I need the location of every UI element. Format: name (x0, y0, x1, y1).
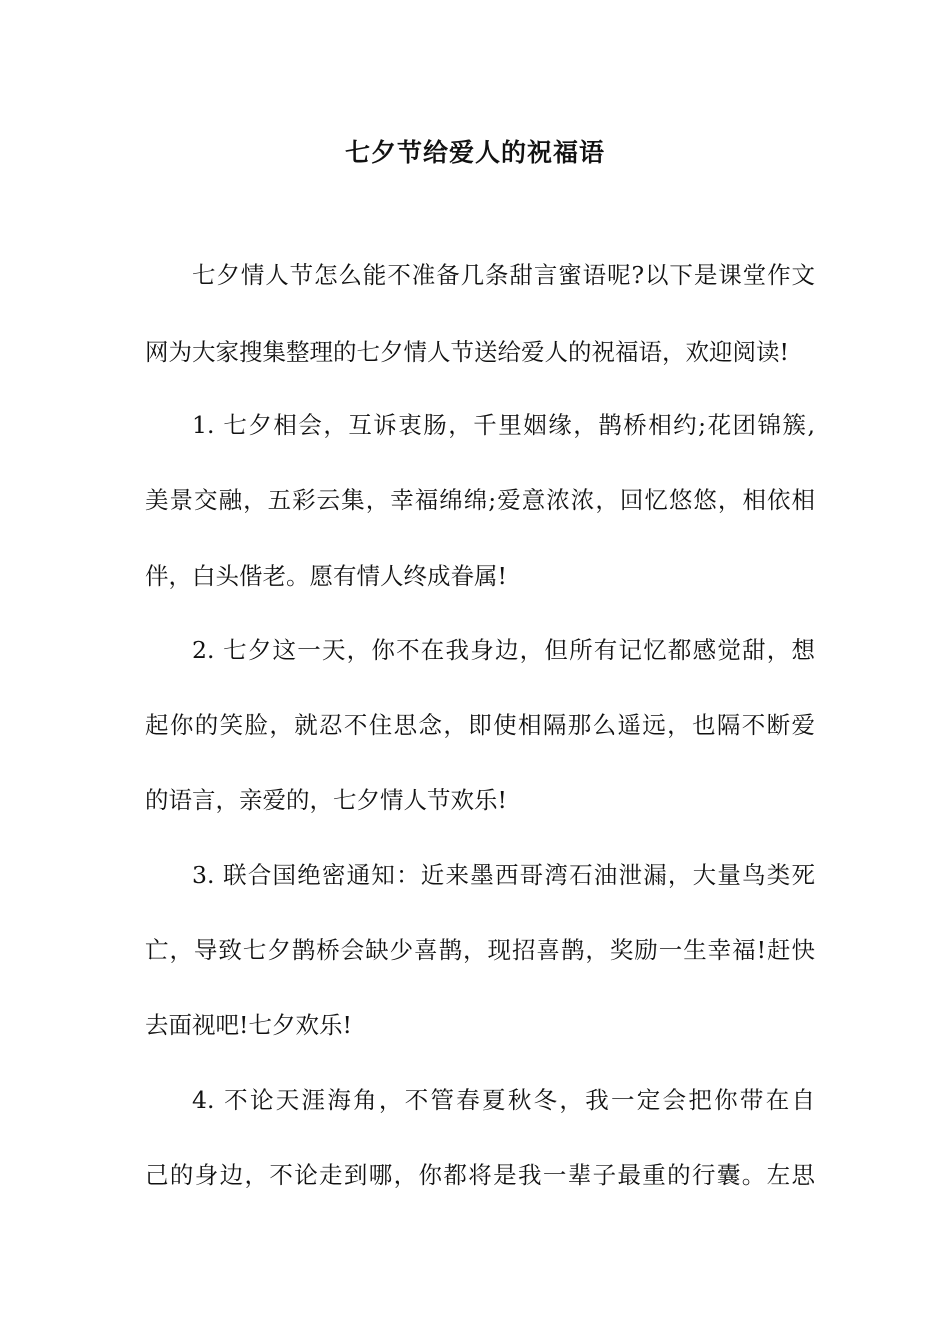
paragraph-line: 起你的笑脸，就忍不住思念，即使相隔那么遥远，也隔不断爱 (145, 711, 815, 739)
paragraph-line: 去面视吧!七夕欢乐! (145, 1011, 352, 1039)
document-title: 七夕节给爱人的祝福语 (344, 138, 605, 167)
paragraph-line: 1. 七夕相会，互诉衷肠，千里姻缘，鹊桥相约;花团锦簇, (192, 411, 815, 439)
paragraph-line: 己的身边，不论走到哪，你都将是我一辈子最重的行囊。左思 (145, 1161, 815, 1189)
paragraph-line: 七夕情人节怎么能不准备几条甜言蜜语呢?以下是课堂作文 (192, 261, 815, 289)
paragraph-line: 网为大家搜集整理的七夕情人节送给爱人的祝福语，欢迎阅读! (145, 338, 789, 366)
paragraph-line: 亡，导致七夕鹊桥会缺少喜鹊，现招喜鹊，奖励一生幸福!赶快 (145, 936, 815, 964)
paragraph-line: 2. 七夕这一天，你不在我身边，但所有记忆都感觉甜，想 (192, 636, 815, 664)
paragraph-line: 4. 不论天涯海角，不管春夏秋冬，我一定会把你带在自 (192, 1086, 815, 1114)
paragraph-line: 伴，白头偕老。愿有情人终成眷属! (145, 562, 507, 590)
paragraph-line: 3. 联合国绝密通知：近来墨西哥湾石油泄漏，大量鸟类死 (192, 861, 815, 889)
paragraph-line: 的语言，亲爱的，七夕情人节欢乐! (145, 786, 507, 814)
paragraph-line: 美景交融，五彩云集，幸福绵绵;爱意浓浓，回忆悠悠，相依相 (145, 486, 815, 514)
